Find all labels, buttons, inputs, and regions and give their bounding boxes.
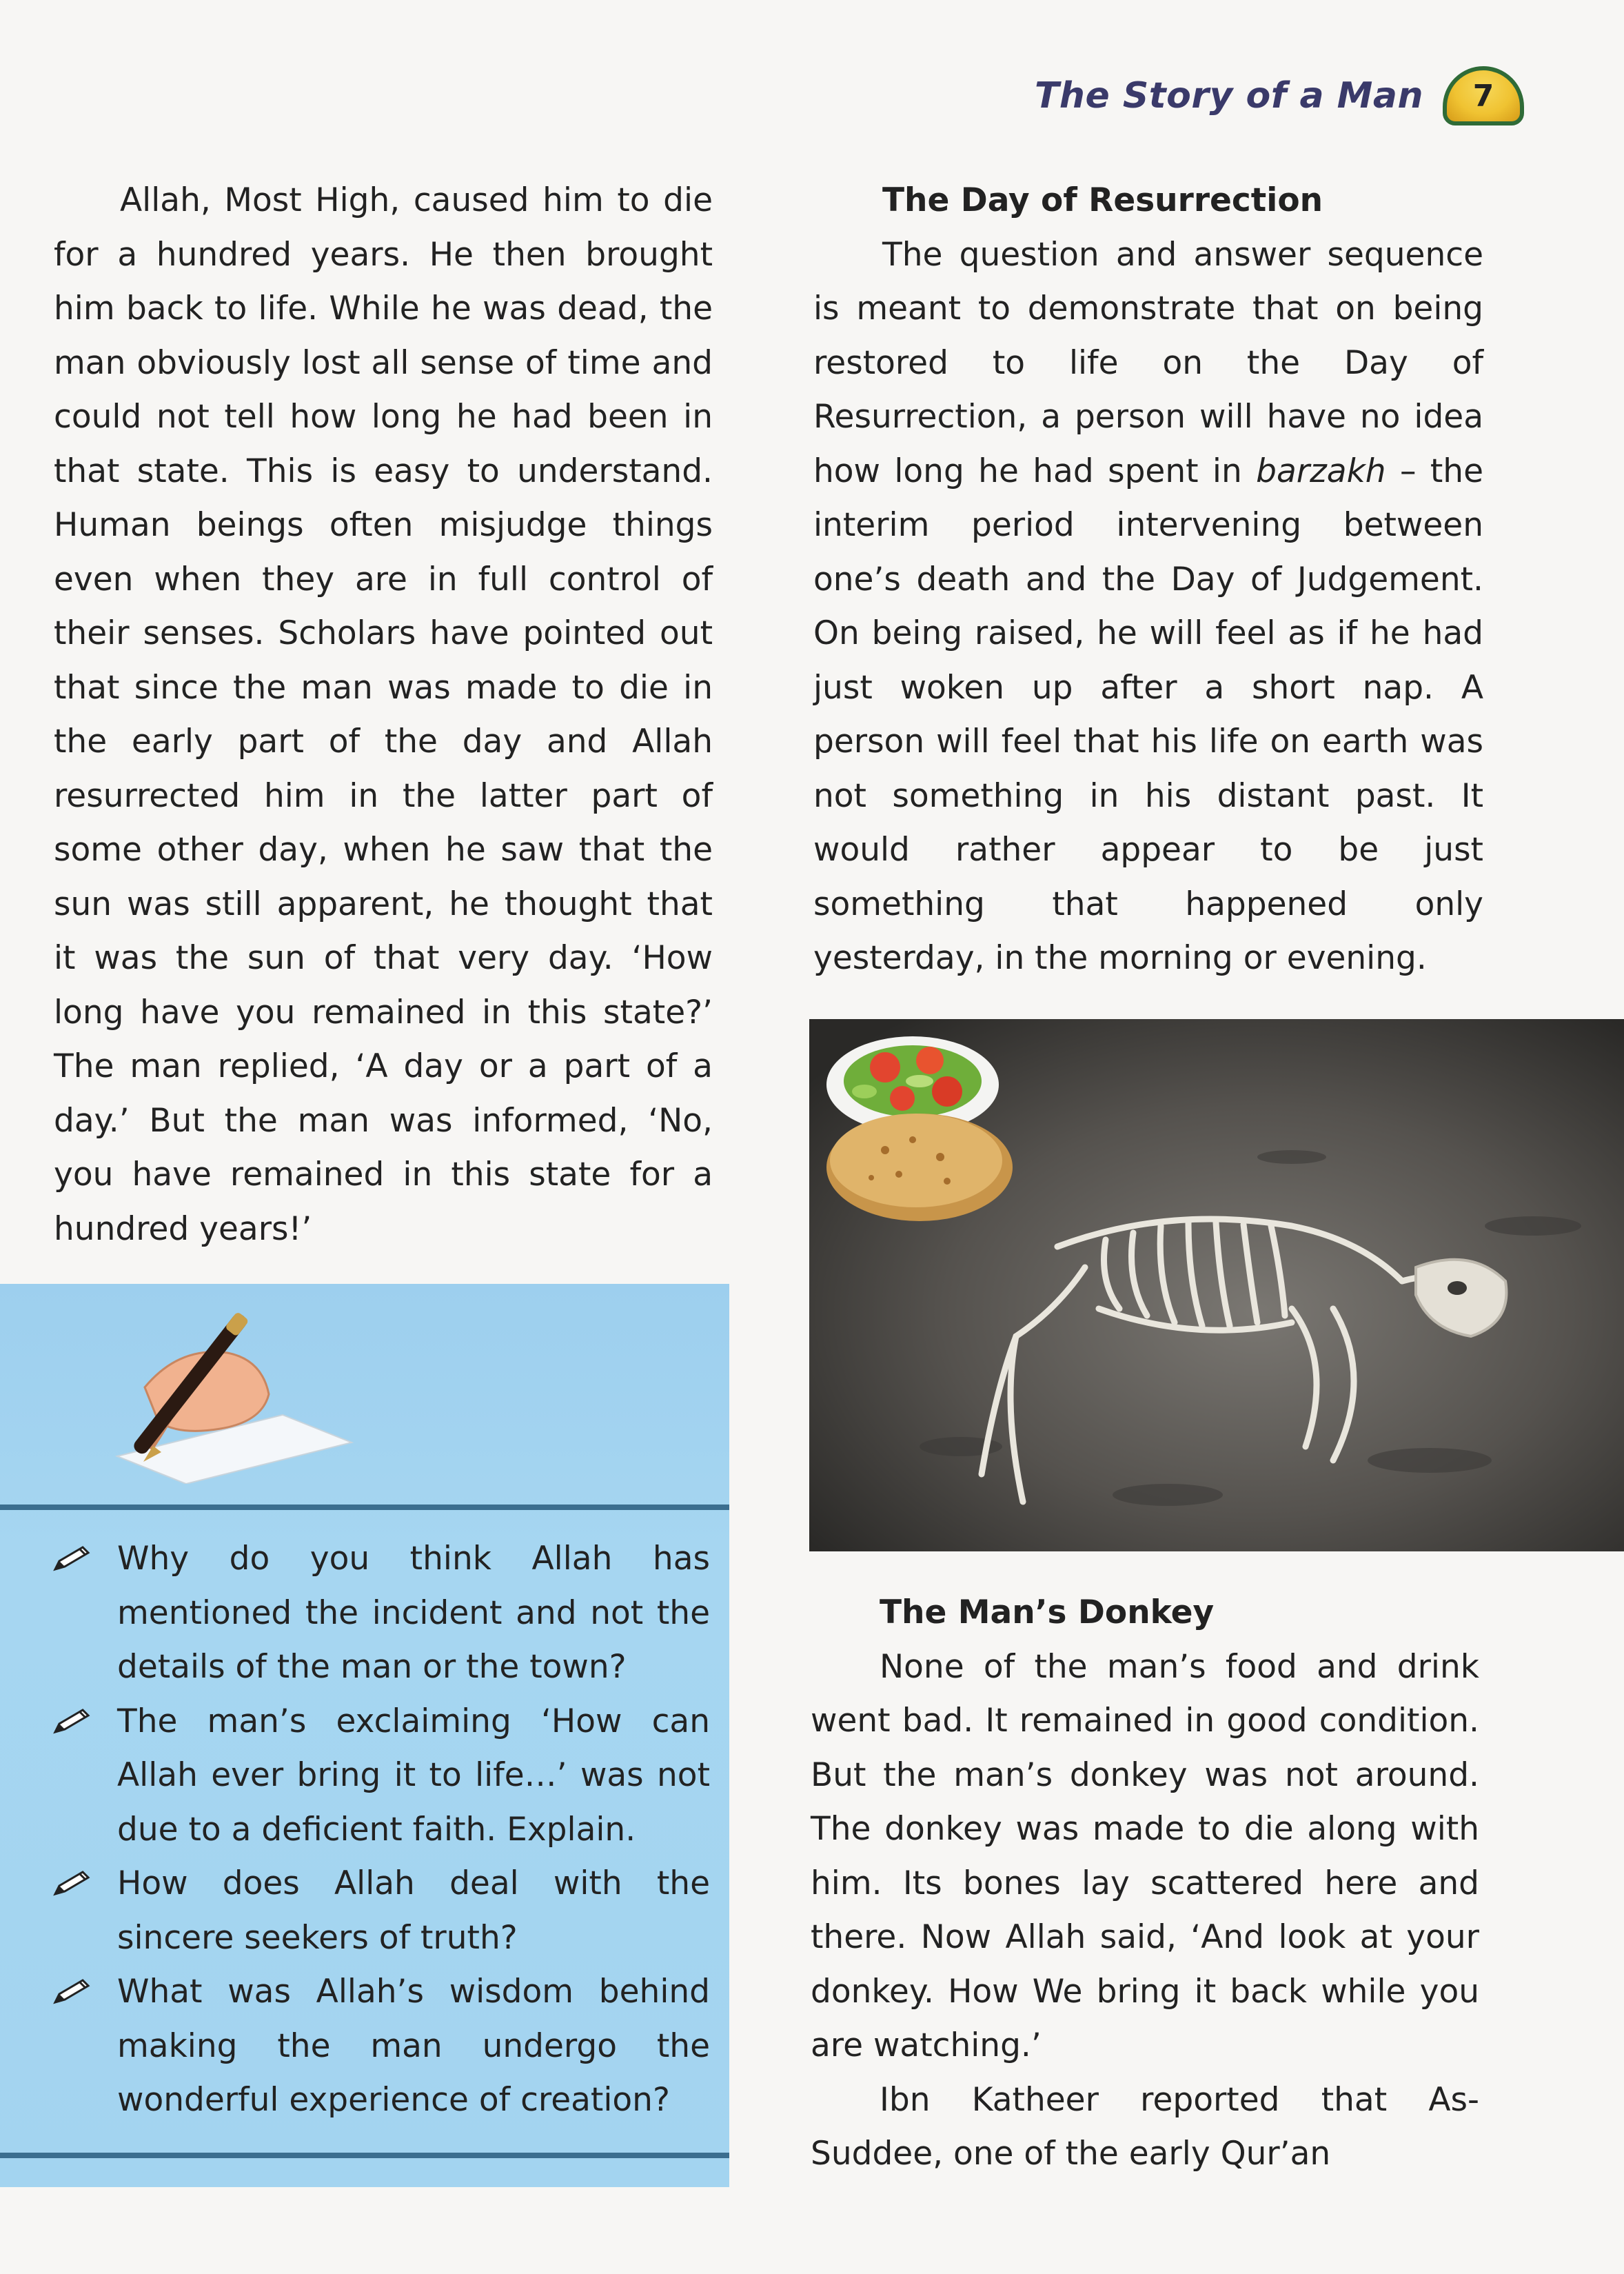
- question-text: How does Allah deal with the sincere seekers of truth?: [117, 1864, 710, 1957]
- pencil-icon: [52, 1707, 91, 1735]
- pencil-icon: [52, 1869, 91, 1897]
- chapter-title: The Story of a Man: [1034, 75, 1423, 117]
- question-text: What was Allah’s wisdom behind making the man undergo the wonderful experience of creation?: [117, 1973, 710, 2119]
- activity-top-rule: [0, 1505, 729, 1510]
- donkey-heading: The Man’s Donkey: [880, 1593, 1215, 1631]
- donkey-paragraph-1: None of the man’s food and drink went bad. It remained in good condition. But the man’s donkey was not around. The donkey was made to die along with him. Its bones lay scattered here and there. Now Allah said, ‘And look at your donkey. How We bring it back while you are watching.’: [811, 1647, 1479, 2064]
- donkey-paragraph-2: Ibn Katheer reported that As-Suddee, one of the early Qur’an: [811, 2080, 1479, 2173]
- question-item: [48, 1695, 710, 1858]
- question-text: The man’s exclaiming ‘How can Allah ever bring it to life…’ was not due to a deficient faith. Explain.: [117, 1702, 710, 1849]
- question-item: [48, 1857, 710, 1965]
- resurrection-paragraph: [813, 228, 1483, 986]
- question-list: [48, 1532, 710, 2128]
- page-number-badge: 7: [1443, 66, 1524, 125]
- right-column-top: [813, 174, 1483, 986]
- pencil-icon: [52, 1978, 91, 2005]
- story-paragraph: Allah, Most High, caused him to die for a hundred years. He then brought him back to life. While he was dead, the man obviously lost all sense of time and could not tell how long he had been in that state. This is easy to understand. Human beings often misjudge things even when they are in full control of their senses. Scholars have pointed out that since the man was made to die in the early part of the day and Allah resurrected him in the latter part of some other day, when he saw that the sun was still apparent, he thought that it was the sun of that very day. ‘How long have you remained in this state?’ The man replied, ‘A day or a part of a day.’ But the man was informed, ‘No, you have remained in this state for a hundred years!’: [54, 181, 713, 1248]
- donkey-skeleton-photo: [809, 1019, 1624, 1551]
- question-text: Why do you think Allah has mentioned the incident and not the details of the man or the town?: [117, 1540, 710, 1686]
- hand-writing-icon: [103, 1305, 365, 1484]
- question-item: [48, 1965, 710, 2128]
- page-header: [1035, 66, 1524, 125]
- right-column-bottom: [811, 1586, 1479, 2182]
- barzakh-term: barzakh: [1256, 452, 1386, 490]
- photo-illustration: [809, 1019, 1624, 1551]
- left-column: [54, 174, 713, 1256]
- pencil-icon: [52, 1544, 91, 1572]
- resurrection-text-part2: – the interim period intervening between one’s death and the Day of Judgement. On being raised, he will feel as if he had just woken up after a short nap. A person will feel that his life on earth was not something in his distant past. It would rather appear to be just something that happened only yesterday, in the morning or evening.: [813, 452, 1483, 977]
- activity-bottom-rule: [0, 2153, 729, 2158]
- resurrection-text-part1: The question and answer sequence is meant to demonstrate that on being restored to life on the Day of Resurrection, a person will have no idea how long he had spent in: [813, 235, 1483, 490]
- activity-box: [0, 1284, 729, 2187]
- question-item: [48, 1532, 710, 1695]
- resurrection-heading: The Day of Resurrection: [882, 181, 1323, 219]
- bread-icon: [826, 1114, 1013, 1221]
